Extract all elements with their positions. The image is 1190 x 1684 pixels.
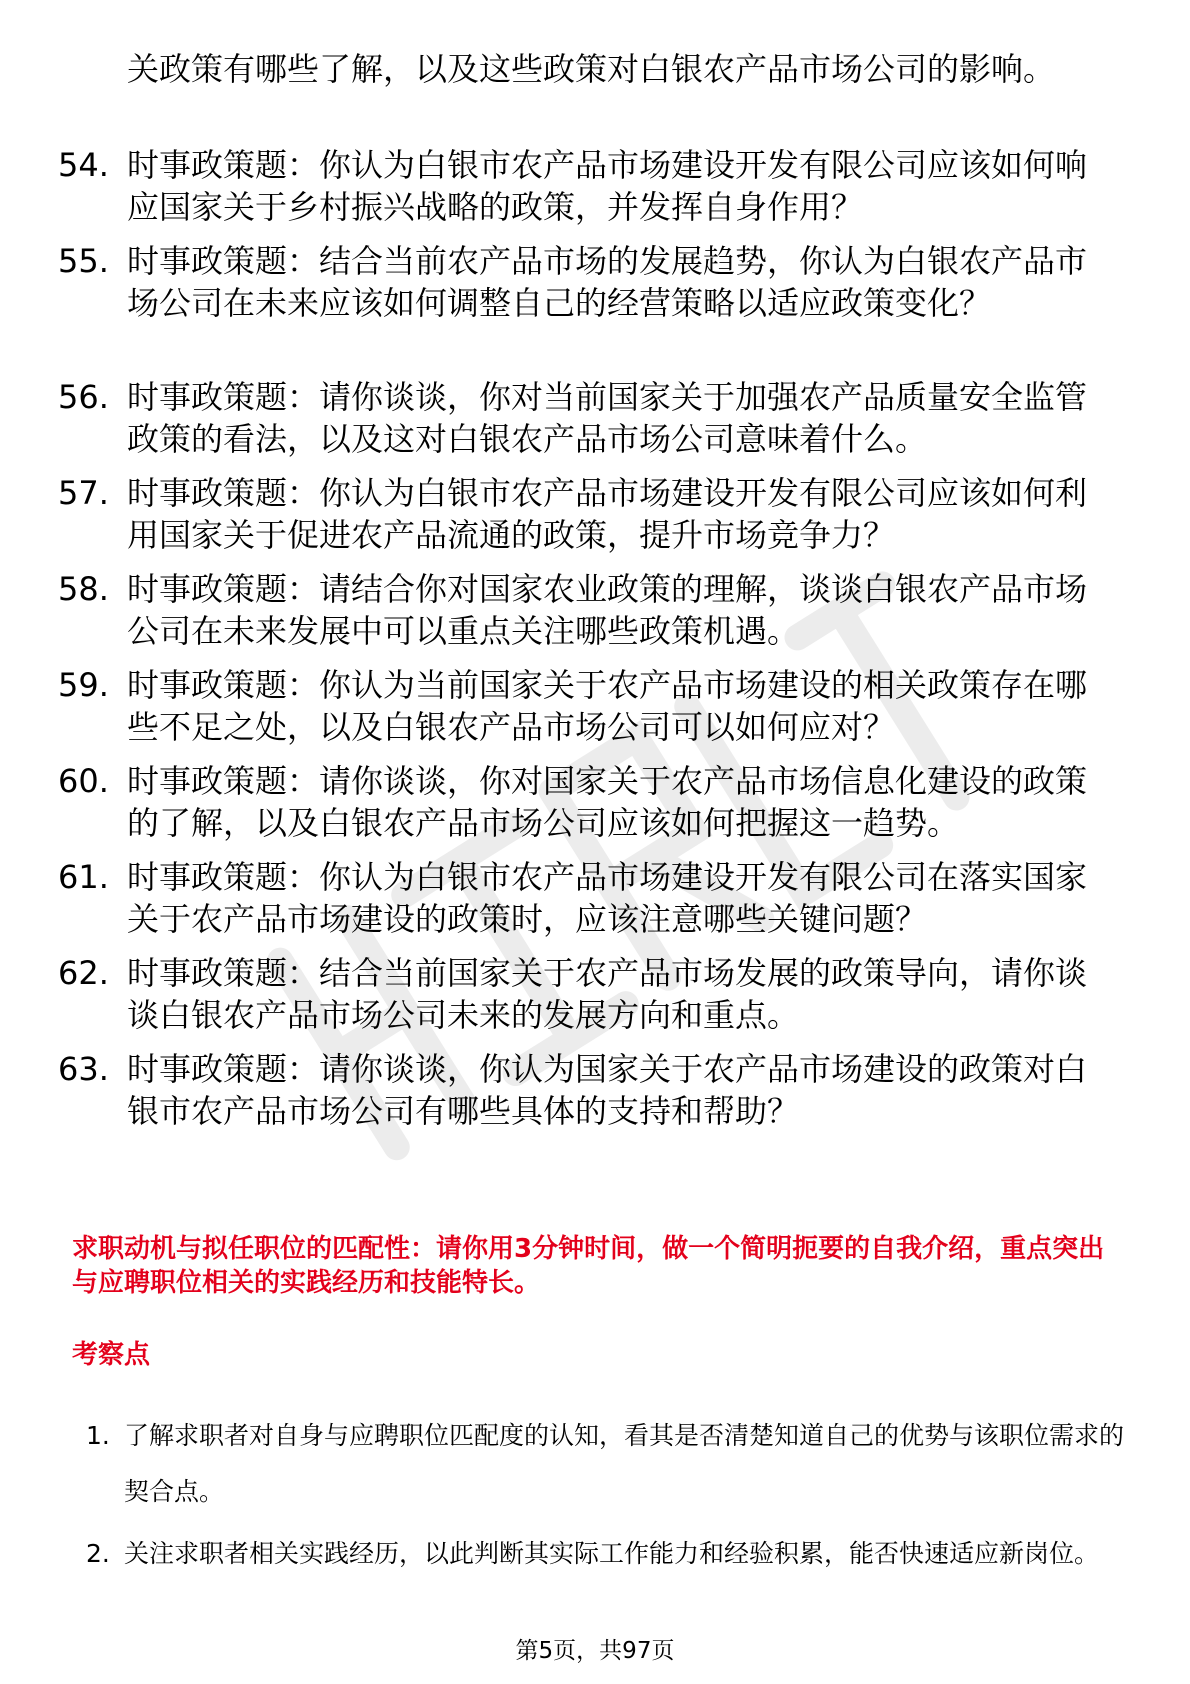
question-item-56	[58, 376, 1118, 460]
question-text: 时事政策题：你认为白银市农产品市场建设开发有限公司应该如何利用国家关于促进农产品流通的政策，提升市场竞争力？	[127, 474, 1088, 554]
point-text: 关注求职者相关实践经历，以此判断其实际工作能力和经验积累，能否快速适应新岗位。	[124, 1539, 1100, 1568]
question-item-58	[58, 568, 1118, 652]
question-item-57	[58, 472, 1118, 556]
continuation-paragraph: 关政策有哪些了解，以及这些政策对白银农产品市场公司的影响。	[127, 50, 1056, 88]
question-text: 时事政策题：结合当前国家关于农产品市场发展的政策导向，请你谈谈白银农产品市场公司未来的发展方向和重点。	[127, 954, 1088, 1034]
section-prompt: 求职动机与拟任职位的匹配性：请你用3分钟时间，做一个简明扼要的自我介绍，重点突出与应聘职位相关的实践经历和技能特长。	[72, 1234, 1105, 1298]
question-text: 时事政策题：你认为白银市农产品市场建设开发有限公司在落实国家关于农产品市场建设的政策时，应该注意哪些关键问题？	[127, 858, 1088, 938]
question-item-63	[58, 1048, 1118, 1132]
question-number: 60.	[58, 762, 109, 800]
point-text: 了解求职者对自身与应聘职位匹配度的认知，看其是否清楚知道自己的优势与该职位需求的契合点。	[124, 1421, 1125, 1506]
point-number: 2.	[86, 1539, 110, 1568]
question-item-55	[58, 240, 1118, 324]
question-text: 时事政策题：请你谈谈，你认为国家关于农产品市场建设的政策对白银市农产品市场公司有哪些具体的支持和帮助？	[127, 1050, 1088, 1130]
question-number: 55.	[58, 242, 109, 280]
question-number: 57.	[58, 474, 109, 512]
question-number: 54.	[58, 146, 109, 184]
question-item-59	[58, 664, 1118, 748]
point-item-2	[86, 1526, 1126, 1582]
question-text: 时事政策题：你认为白银市农产品市场建设开发有限公司应该如何响应国家关于乡村振兴战略的政策，并发挥自身作用？	[127, 146, 1088, 226]
point-number: 1.	[86, 1421, 110, 1450]
points-heading: 考察点	[72, 1340, 151, 1370]
question-text: 时事政策题：请你谈谈，你对当前国家关于加强农产品质量安全监管政策的看法，以及这对白银农产品市场公司意味着什么。	[127, 378, 1088, 458]
page-footer: 第5页，共97页	[515, 1638, 675, 1664]
question-number: 59.	[58, 666, 109, 704]
question-item-62	[58, 952, 1118, 1036]
question-text: 时事政策题：请结合你对国家农业政策的理解，谈谈白银农产品市场公司在未来发展中可以重点关注哪些政策机遇。	[127, 570, 1088, 650]
question-item-54	[58, 144, 1118, 228]
question-number: 61.	[58, 858, 109, 896]
question-number: 62.	[58, 954, 109, 992]
question-item-61	[58, 856, 1118, 940]
question-text: 时事政策题：你认为当前国家关于农产品市场建设的相关政策存在哪些不足之处，以及白银农产品市场公司可以如何应对？	[127, 666, 1088, 746]
point-item-1	[86, 1408, 1126, 1520]
question-number: 58.	[58, 570, 109, 608]
question-number: 56.	[58, 378, 109, 416]
question-number: 63.	[58, 1050, 109, 1088]
question-item-60	[58, 760, 1118, 844]
question-text: 时事政策题：请你谈谈，你对国家关于农产品市场信息化建设的政策的了解，以及白银农产品市场公司应该如何把握这一趋势。	[127, 762, 1088, 842]
question-text: 时事政策题：结合当前农产品市场的发展趋势，你认为白银农产品市场公司在未来应该如何调整自己的经营策略以适应政策变化？	[127, 242, 1088, 322]
